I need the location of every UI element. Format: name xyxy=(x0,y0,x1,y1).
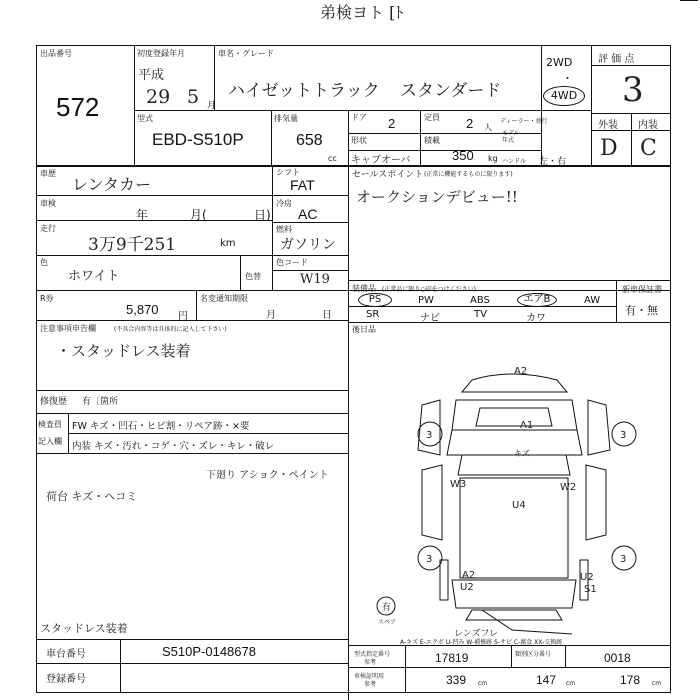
drive-dot: ・ xyxy=(562,72,573,85)
spare-tire-mark: 有 xyxy=(382,603,392,613)
mileage-value: 3万9千251 xyxy=(88,235,177,255)
car-name: ハイゼットトラック xyxy=(228,81,380,101)
mileage-label: 走行 xyxy=(40,224,56,233)
name-change-month: 月 xyxy=(266,310,276,321)
sales-note: (正常に機能するものに限ります) xyxy=(424,171,513,178)
underbody-note: 下廻り アショク・ペイント xyxy=(206,470,329,481)
exterior-grade: D xyxy=(600,136,618,161)
fuel-value: ガソリン xyxy=(280,237,336,253)
load-label: 積載 xyxy=(424,136,440,145)
equip-ps-circled: PS xyxy=(358,293,392,307)
sales-label: セールスポイント xyxy=(352,170,424,180)
spare-label: スペア xyxy=(378,619,397,626)
warranty-value: 有・無 xyxy=(625,304,658,317)
mileage-unit: km xyxy=(220,238,236,249)
name-change-label: 名変通知期限 xyxy=(200,294,248,303)
equipment-note: (正常品に限り○印をつけください) xyxy=(382,286,476,293)
mark-w2: W2 xyxy=(560,482,577,493)
ac-value: AC xyxy=(298,206,318,222)
exterior-label: 外装 xyxy=(598,120,618,131)
vehicle-damage-diagram xyxy=(352,360,670,640)
equip-pw: PW xyxy=(418,295,434,306)
mark-3-fr: 3 xyxy=(620,430,627,441)
type-no-value: 17819 xyxy=(435,651,469,665)
name-change-day: 日 xyxy=(322,310,332,321)
handle-value: 左・右 xyxy=(539,157,567,167)
model-value: EBD-S510P xyxy=(152,130,244,149)
mark-kizu: キズ xyxy=(514,449,530,458)
dims-width-unit: cm xyxy=(566,680,576,687)
lot-label: 出品番号 xyxy=(40,49,72,58)
color-change-label: 色替 xyxy=(245,272,261,281)
interior-label: 内装 xyxy=(638,120,658,131)
load-value: 350 xyxy=(452,148,474,163)
mark-s1: S1 xyxy=(584,584,597,595)
mark-u2-rr: U2 xyxy=(580,572,594,583)
mark-a1: A1 xyxy=(520,420,534,431)
after-items-label: 後日品 xyxy=(352,325,376,334)
inspection-label: 車検 xyxy=(40,199,56,208)
equipment-label: 装備品 xyxy=(352,284,376,293)
dims-height: 178 xyxy=(620,673,641,687)
repair-label: 修復歴 xyxy=(40,397,68,407)
type-no-sub: 参考 xyxy=(364,659,377,666)
car-grade: スタンダード xyxy=(400,81,502,101)
reg-month-unit: 月 xyxy=(207,101,217,111)
mark-3-rr: 3 xyxy=(620,554,627,565)
model-year-label: モデル 年式 xyxy=(502,130,520,144)
equip-navi: ナビ xyxy=(420,313,440,324)
color-code-value: W19 xyxy=(300,272,330,287)
class-no-label: 類別区分番号 xyxy=(515,651,552,658)
ac-label: 冷房 xyxy=(276,199,292,208)
load-unit: kg xyxy=(488,154,498,163)
handle-label: ハンドル xyxy=(502,158,527,165)
register-label: 登録番号 xyxy=(46,674,86,685)
inspector-label: 検査員 xyxy=(38,420,62,429)
dims-height-unit: cm xyxy=(652,680,662,687)
reg-era: 平成 xyxy=(138,68,165,83)
color-label: 色 xyxy=(40,258,48,267)
drive-2wd: 2WD xyxy=(546,56,573,69)
recycle-unit: 円 xyxy=(178,311,188,322)
chassis-value: S510P-0148678 xyxy=(162,644,256,659)
score-label: 評 価 点 xyxy=(598,54,635,65)
color-code-label: 色コード xyxy=(276,258,308,267)
header-scribble: 弟検ヨト [ﾄ xyxy=(320,3,404,22)
corner-mark xyxy=(680,0,698,10)
shape-label: 形状 xyxy=(351,136,367,145)
chassis-label: 車台番号 xyxy=(46,649,86,660)
history-value: レンタカー xyxy=(72,175,151,194)
color-value: ホワイト xyxy=(68,269,120,284)
shift-label: シフト xyxy=(276,168,300,177)
capacity-label: 定員 xyxy=(424,113,440,122)
sales-value: オークションデビュー!! xyxy=(356,188,518,206)
entry-label: 記入欄 xyxy=(38,437,62,446)
drive-4wd-circled: 4WD xyxy=(543,86,585,106)
equip-airbag-circled: エアB xyxy=(517,293,557,307)
equip-sr: SR xyxy=(366,309,380,320)
inspection-day: 日) xyxy=(254,208,271,222)
displacement-unit: cc xyxy=(328,154,337,163)
diagram-legend: A-キズ E-エクボ U-凹み W-補修跡 S-サビ C-腐食 XX-交換跡 xyxy=(400,639,563,646)
recycle-value: 5,870 xyxy=(126,302,159,317)
shape-value: キャブオーバ xyxy=(351,155,411,166)
history-label: 車歴 xyxy=(40,169,56,178)
fuel-label: 燃料 xyxy=(276,225,292,234)
dims-length: 339 xyxy=(446,673,467,687)
mark-a2-top: A2 xyxy=(514,366,528,377)
car-label: 車名・グレード xyxy=(218,49,274,58)
dealer-label: ディーラー・並行 xyxy=(500,118,548,125)
check-row-interior: 内装 キズ・汚れ・コゲ・穴・ズレ・キレ・破レ xyxy=(72,441,275,452)
type-no-label: 型式指定番号 xyxy=(354,651,391,658)
dims-label: 車検証明用 xyxy=(354,673,385,680)
recycle-label: R券 xyxy=(40,294,54,303)
dims-sub: 参考 xyxy=(364,681,377,688)
doors-value: 2 xyxy=(388,116,396,131)
reg-label: 初度登録年月 xyxy=(137,49,185,58)
displacement-label: 排気量 xyxy=(274,114,298,123)
mark-3-rl: 3 xyxy=(426,554,433,565)
mark-3-fl: 3 xyxy=(426,430,433,441)
capacity-unit: 人 xyxy=(484,123,492,132)
equip-tv: TV xyxy=(474,309,487,320)
lot-number: 572 xyxy=(56,92,100,122)
score-value: 3 xyxy=(622,70,644,110)
reg-month: 5 xyxy=(187,86,200,108)
shift-value: FAT xyxy=(290,177,315,193)
equip-leather: カワ xyxy=(526,313,546,324)
class-no-value: 0018 xyxy=(604,651,631,665)
equip-aw: AW xyxy=(584,295,601,306)
studless-note: スタッドレス装着 xyxy=(40,622,128,635)
dims-length-unit: cm xyxy=(478,680,488,687)
remarks-value: ・スタッドレス装着 xyxy=(56,342,191,360)
warranty-label: 新車保証書 xyxy=(622,285,662,294)
remarks-note: (不具合内容等は具体的に記入して下さい) xyxy=(114,326,227,333)
reg-year: 29 xyxy=(146,86,171,108)
interior-grade: C xyxy=(640,136,657,161)
displacement-value: 658 xyxy=(296,132,323,149)
remarks-label: 注意事項申告欄 xyxy=(40,324,96,333)
lens-note: レンズフレ xyxy=(454,629,499,639)
capacity-value: 2 xyxy=(466,116,474,131)
inspection-month: 月( xyxy=(190,208,207,222)
bed-note: 荷台 キズ・ヘコミ xyxy=(46,490,138,503)
mark-u4: U4 xyxy=(512,500,526,511)
mark-u2-rl: U2 xyxy=(460,582,474,593)
equip-abs: ABS xyxy=(470,295,490,306)
mark-w3: W3 xyxy=(450,479,467,490)
doors-label: ドア xyxy=(351,113,367,122)
model-label: 型式 xyxy=(137,114,153,123)
inspection-year: 年 xyxy=(136,208,149,222)
check-row-fw: FW キズ・凹石・ヒビ割・リペア跡・×要 xyxy=(72,421,250,432)
dims-width: 147 xyxy=(536,673,557,687)
repair-value: 有〔箇所 xyxy=(82,397,119,407)
mark-a2-rl: A2 xyxy=(462,570,476,581)
